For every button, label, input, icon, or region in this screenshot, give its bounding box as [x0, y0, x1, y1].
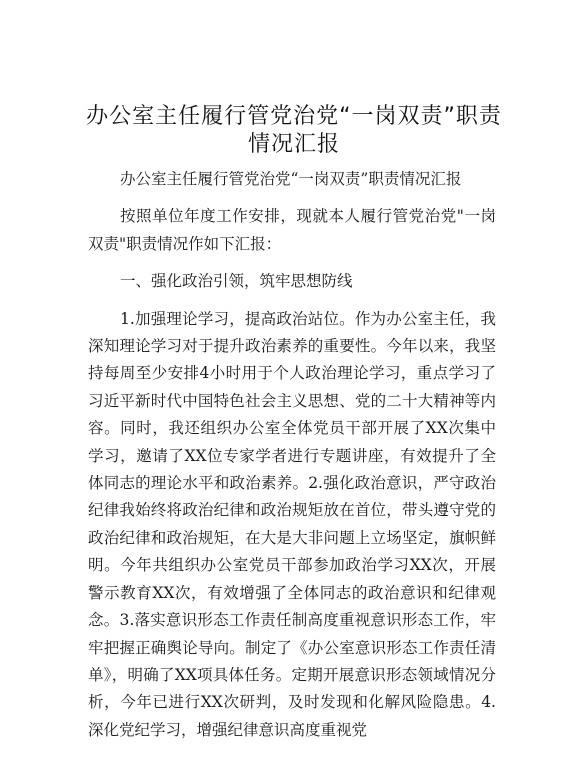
document-title: 办公室主任履行管党治党“一岗双责”职责情况汇报: [86, 104, 502, 157]
section-heading: 一、强化政治引领，筑牢思想防线: [120, 272, 353, 291]
intro-paragraph: 按照单位年度工作安排，现就本人履行管党治党"一岗双责"职责情况作如下汇报：: [88, 207, 496, 253]
document-body: [88, 166, 496, 744]
section-body-paragraph: 1.加强理论学习，提高政治站位。作为办公室主任，我深知理论学习对于提升政治素养的重要性。今年以来，我坚持每周至少安排4小时用于个人政治理论学习，重点学习了习近平新时代中国特色社会主义思想、党的二十大精神等内容。同时，我还组织办公室全体党员干部开展了XX次集中学习，邀请了XX位专家学者进行专题讲座，有效提升了全体同志的理论水平和政治素养。2.强化政治意识，严守政治纪律我始终将政治纪律和政治规矩放在首位，带头遵守党的政治纪律和政治规矩，在大是大非问题上立场坚定，旗帜鲜明。今年共组织办公室党员干部参加政治学习XX次，开展警示教育XX次，有效增强了全体同志的政治意识和纪律观念。3.落实意识形态工作责任制高度重视意识形态工作，牢牢把握正确舆论导向。制定了《办公室意识形态工作责任清单》，明确了XX项具体任务。定期开展意识形态领域情况分析，今年已进行XX次研判，及时发现和化解风险隐患。4.深化党纪学习，增强纪律意识高度重视党: [88, 309, 496, 739]
document-subtitle: 办公室主任履行管党治党“一岗双责”职责情况汇报: [120, 170, 462, 188]
